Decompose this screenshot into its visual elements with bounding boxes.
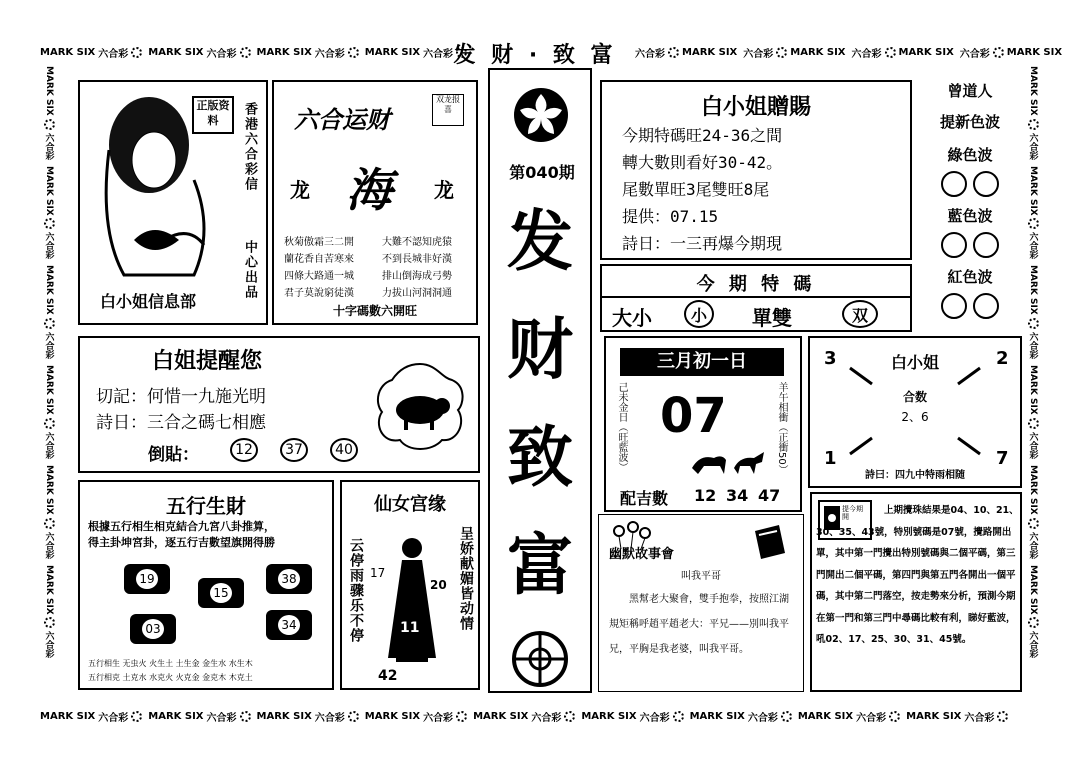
fairy-num-4: 42 bbox=[378, 668, 398, 684]
poem-left-char: 龙 bbox=[290, 178, 310, 202]
flag-3: 38 bbox=[266, 564, 312, 594]
right-brand-strip: MARK SIX 六合彩 MARK SIX 六合彩 MARK SIX 六合彩 MARK SIX 六合彩 MARK SIX 六合彩 MARK SIX 六合彩 bbox=[1027, 66, 1038, 659]
story-panel bbox=[598, 514, 804, 692]
poem-footer: 十字碼數六開旺 bbox=[332, 304, 417, 318]
poem-right-lines: 大難不認知虎猿 不到長城非好漢 排山倒海成弓勢 力拔山河洞洞通 bbox=[382, 237, 452, 299]
genuine-badge: 正版资料 bbox=[192, 96, 234, 134]
center-fortune-panel bbox=[488, 68, 592, 693]
parity-label: 單雙 bbox=[752, 306, 792, 330]
compass-title: 白小姐 bbox=[890, 353, 939, 372]
tie-number-3: 40 bbox=[330, 438, 358, 462]
page-title: 发 财 · 致 富 bbox=[453, 43, 617, 68]
match-num-1: 12 bbox=[694, 486, 717, 505]
calendar-date: 三月初一日 bbox=[620, 348, 784, 376]
wuxing-panel bbox=[78, 480, 334, 690]
calendar-right-note: 羊午相衝（正衝50） bbox=[776, 382, 787, 475]
flag-1: 19 bbox=[124, 564, 170, 594]
sum-label: 合数 bbox=[902, 390, 927, 404]
flag-5: 34 bbox=[266, 610, 312, 640]
special-code-title: 今 期 特 碼 bbox=[696, 274, 816, 295]
compass-num-bl: 1 bbox=[824, 448, 837, 469]
compass-num-br: 7 bbox=[996, 448, 1009, 469]
poem-stamp: 双龙报喜 bbox=[432, 94, 464, 126]
red-wave-label: 紅色波 bbox=[947, 268, 993, 286]
issue-number: 第040期 bbox=[509, 163, 575, 182]
fortune-chars bbox=[490, 188, 590, 620]
remind-panel bbox=[78, 336, 480, 473]
blue-wave-circles bbox=[920, 232, 1020, 258]
bai-gift-panel bbox=[600, 80, 912, 260]
results-panel bbox=[810, 492, 1022, 692]
flag-4: 03 bbox=[130, 614, 176, 644]
fairy-num-2: 20 bbox=[430, 578, 447, 592]
story-subtitle: 叫我平哥 bbox=[681, 571, 721, 582]
left-brand-strip: MARK SIX 六合彩 MARK SIX 六合彩 MARK SIX 六合彩 MARK SIX 六合彩 MARK SIX 六合彩 MARK SIX 六合彩 bbox=[43, 66, 54, 659]
match-label: 配吉數 bbox=[620, 489, 669, 508]
match-num-3: 47 bbox=[758, 486, 781, 505]
blue-wave-label: 藍色波 bbox=[947, 207, 993, 225]
animals-icon bbox=[690, 448, 770, 476]
fairy-panel bbox=[340, 480, 480, 690]
wuxing-desc-1: 根據五行相生相克結合九宮八卦推算， bbox=[88, 520, 275, 533]
compass-note: 詩曰：四九中特雨相随 bbox=[865, 470, 965, 481]
fairy-right-verse: 呈娇献媚皆动情 bbox=[458, 526, 474, 631]
bottom-brand-strip: MARK SIX 六合彩 MARK SIX 六合彩 MARK SIX 六合彩 MARK SIX 六合彩 MARK SIX 六合彩 MARK SIX 六合彩 MARK SIX 六合彩 MARK SIX 六合彩 MARK SIX 六合彩 bbox=[40, 706, 1040, 726]
results-text: 上期攪珠結果是04、10、21、30、35、43號，特別號碼是07號，攪路開出單，其中第一門攪出特別號碼與二個平碼，第三門開出二個平碼，第四門與第五門各開出一個平碼，其中第二門落空，按走勢來分析，預測今期在第一門和第三門中尋碼比較有利，睇好藍波，吼02、17、25、30、31、45號。 bbox=[816, 505, 1019, 645]
calendar-panel bbox=[604, 336, 802, 512]
calendar-number: 07 bbox=[660, 388, 727, 444]
wuxing-title: 五行生財 bbox=[166, 494, 246, 518]
wave-title-1: 曾道人 bbox=[947, 82, 993, 100]
red-wave-circles bbox=[920, 293, 1020, 319]
bai-gift-lines: 今期特碼旺24-36之間 轉大數則看好30-42。 尾數單旺3尾雙旺8尾 提供：07.15 詩日：一三再爆今期現 bbox=[622, 126, 783, 253]
color-wave-panel bbox=[920, 80, 1020, 330]
pig-icon bbox=[372, 360, 468, 452]
bauhinia-logo-icon bbox=[512, 86, 570, 144]
emblem-icon bbox=[508, 630, 572, 688]
compass-num-tr: 2 bbox=[996, 348, 1009, 369]
story-title: 幽默故事會 bbox=[609, 547, 675, 562]
hk-center-label: 香港六合彩信 bbox=[242, 102, 257, 192]
wuxing-foot-1: 五行相生 无虫火 火生土 土生金 金生水 水生木 bbox=[88, 659, 253, 668]
top-brand-strip-left: MARK SIX 六合彩 MARK SIX 六合彩 MARK SIX 六合彩 MARK SIX 六合彩 bbox=[40, 42, 435, 62]
remind-line-2: 詩日：三合之碼七相應 bbox=[96, 413, 266, 433]
fortune-char-2: 财 bbox=[507, 311, 573, 388]
size-label: 大小 bbox=[612, 306, 652, 330]
bai-gift-title: 白小姐贈賜 bbox=[700, 95, 811, 120]
green-wave-label: 綠色波 bbox=[947, 146, 993, 164]
book-icon bbox=[749, 523, 789, 563]
wuxing-foot-2: 五行相克 土克水 水克火 火克金 金克木 木克土 bbox=[88, 673, 253, 682]
tie-number-2: 37 bbox=[280, 438, 308, 462]
center-produced-label: 中心出品 bbox=[242, 240, 257, 300]
fortune-char-3: 致 bbox=[507, 419, 573, 496]
story-text: 黑幫老大聚會，雙手抱拳，按照江湖規矩稱呼趙平趙老大：平兄——別叫我平兄，平胸是我老婆，叫我平哥。 bbox=[609, 594, 789, 655]
sum-values: 2、6 bbox=[901, 410, 929, 424]
fortune-char-1: 发 bbox=[507, 203, 573, 280]
poem-panel bbox=[272, 80, 478, 325]
match-num-2: 34 bbox=[726, 486, 749, 505]
compass-panel bbox=[808, 336, 1022, 488]
fairy-figure-icon bbox=[380, 534, 444, 664]
flag-2: 15 bbox=[198, 578, 244, 608]
poem-left-lines: 秋菊傲霜三二開 蘭花香自苦寒來 四條大路通一城 君子莫說窮徒漢 bbox=[284, 237, 354, 299]
remind-line-1: 切記：何惜一九施光明 bbox=[96, 387, 266, 407]
panel-caption: 白小姐信息部 bbox=[100, 292, 197, 311]
fortune-char-4: 富 bbox=[507, 527, 573, 604]
poem-right-char: 龙 bbox=[434, 178, 454, 202]
poem-title: 六合运财 bbox=[294, 106, 390, 134]
results-icon-box: 提今期開 bbox=[818, 500, 872, 540]
special-code-panel bbox=[600, 264, 912, 332]
tie-number-1: 12 bbox=[230, 438, 258, 462]
fairy-num-1: 17 bbox=[370, 566, 386, 580]
fairy-num-3: 11 bbox=[400, 620, 420, 636]
green-wave-circles bbox=[920, 171, 1020, 197]
top-brand-strip-right: 六合彩 MARK SIX 六合彩 MARK SIX 六合彩 MARK SIX 六合彩 MARK SIX bbox=[635, 46, 1063, 60]
info-dept-panel bbox=[78, 80, 268, 325]
compass-num-tl: 3 bbox=[824, 348, 837, 369]
fairy-title: 仙女宫缘 bbox=[374, 494, 446, 515]
tie-label: 倒貼： bbox=[148, 445, 199, 465]
wuxing-desc-2: 得主卦坤宮卦，逐五行吉數望旗開得勝 bbox=[88, 536, 275, 549]
wave-title-2: 提新色波 bbox=[939, 113, 1000, 131]
calendar-left-note: 己未金日（旺藍波） bbox=[616, 382, 627, 472]
size-value: 小 bbox=[684, 300, 714, 328]
fairy-left-verse: 云停雨骤乐不停 bbox=[348, 538, 364, 643]
remind-title: 白姐提醒您 bbox=[152, 349, 263, 374]
poem-big-char: 海 bbox=[346, 163, 392, 217]
parity-value: 双 bbox=[842, 300, 878, 328]
